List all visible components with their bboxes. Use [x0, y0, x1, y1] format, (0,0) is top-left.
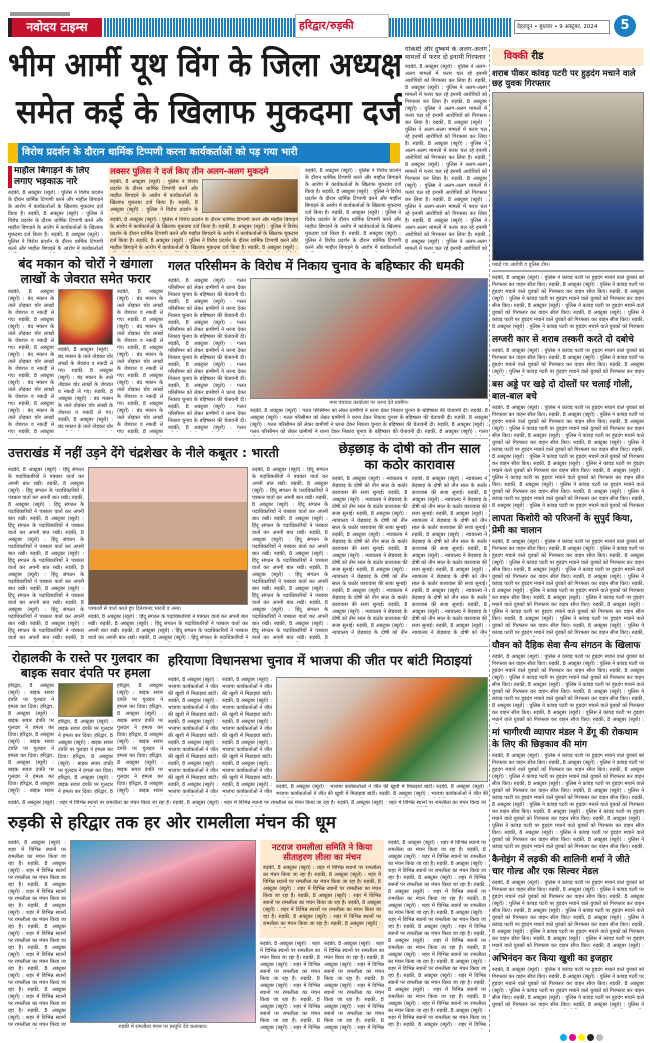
- brief-headline: यौवन को दैहिक सेवा सैन्य संगठन के खिलाफ: [492, 641, 641, 651]
- leopard-body-3: हरिद्वार, 8 अक्टूबर (ब्यूरो) : बाइक सवार दंपति पर गुलदार ने हमला कर दिया। हरिद्वार, 8 अक्टूबर (ब्यूरो) : बाइक सवार दंपति पर गुलदार ने हमला कर दिया। हरिद्वार, 8 अक्टूबर (ब्यूरो) : बाइक सवार दंपति पर गुलदार ने हमला कर दिया। हरिद्वार, 8 अक्टूबर (ब्यूरो) : बाइक सवार दंपति पर गुलदार ने हमला कर दिया। हरिद्वार, 8 अक्टूबर (ब्यूरो) : बाइक सवार: [117, 683, 163, 794]
- right-briefs: [492, 275, 644, 1030]
- column-story-body: रुड़की, 8 अक्टूबर (ब्यूरो) : पुलिस ने अलग-अलग मामलों में फरार चल रहे इनामी आरोपियों को गिरफ्तार कर लिया है। रुड़की, 8 अक्टूबर (ब्यूरो) : पुलिस ने अलग-अलग मामलों में फरार चल रहे इनामी आरोपियों को गिरफ्तार कर लिया है। रुड़की, 8 अक्टूबर (ब्यूरो) : पुलिस ने अलग-अलग मामलों में फरार चल रहे इनामी आरोपियों को गिरफ्तार कर लिया है। रुड़की, 8 अक्टूबर (ब्यूरो) : पुलिस ने अलग-अलग मामलों में फरार चल रहे इनामी आरोपियों को गिरफ्तार कर लिया है। रुड़की, 8 अक्टूबर (ब्यूरो) : पुलिस ने अलग-अलग मामलों में फरार चल रहे इनामी आरोपियों को गिरफ्तार कर लिया है। रुड़की, 8 अक्टूबर (ब्यूरो) : पुलिस ने अलग-अलग मामलों में फरार चल रहे इनामी आरोपियों को गिरफ्तार कर लिया है। रुड़की, 8 अक्टूबर (ब्यूरो) : पुलिस ने अलग-अलग मामलों में फरार चल रहे इनामी आरोपियों को गिरफ्तार कर लिया है। रुड़की, 8 अक्टूबर (ब्यूरो) : पुलिस ने अलग-अलग मामलों में फरार चल रहे इनामी आरोपियों को गिरफ्तार कर लिया है। रुड़की, 8 अक्टूबर (ब्यूरो) : पुलिस ने अलग-अलग मामलों में फरार चल रहे इनामी आरोपियों को गिरफ्तार कर लिया है। रुड़की, 8 अक्टूबर (ब्यूरो) : पुलिस ने अलग-अलग मामलों में फरार चल रहे इनामी आरोपियों को: [405, 63, 487, 252]
- molestation-body-2: रुड़की, 8 अक्टूबर (ब्यूरो) : न्यायालय ने छेड़छाड़ के दोषी को तीन साल के कठोर कारावास की सजा सुनाई। रुड़की, 8 अक्टूबर (ब्यूरो) : न्यायालय ने छेड़छाड़ के दोषी को तीन साल के कठोर कारावास की सजा सुनाई। रुड़की, 8 अक्टूबर (ब्यूरो) : न्यायालय ने छेड़छाड़ के दोषी को तीन साल के कठोर कारावास की सजा सुनाई। रुड़की, 8 अक्टूबर (ब्यूरो) : न्यायालय ने छेड़छाड़ के दोषी को तीन साल के कठोर कारावास की सजा सुनाई। रुड़की, 8 अक्टूबर (ब्यूरो) : न्यायालय ने छेड़छाड़ के दोषी को तीन साल के कठोर कारावास की सजा सुनाई। रुड़की, 8 अक्टूबर (ब्यूरो) : न्यायालय ने छेड़छाड़ के दोषी को तीन साल के कठोर कारावास की सजा सुनाई। रुड़की, 8 अक्टूबर (ब्यूरो) : न्यायालय ने छेड़छाड़ के दोषी को तीन साल के कठोर कारावास की सजा सुनाई। रुड़की, 8 अक्टूबर (ब्यूरो) : न्यायालय ने छेड़छाड़ के दोषी को तीन साल के कठोर कारावास की सजा सुनाई। रुड़की, 8 अक्टूबर (ब्यूरो) : न्यायालय ने छेड़छाड़ के दोषी को तीन: [411, 476, 487, 637]
- haryana-body: रुड़की, 8 अक्टूबर (ब्यूरो) : भाजपा कार्यकर्ताओं ने जीत की खुशी में मिठाइयां बांटी। रुड़की, 8 अक्टूबर (ब्यूरो) : भाजपा कार्यकर्ताओं ने जीत की खुशी में मिठाइयां बांटी। रुड़की, 8 अक्टूबर (ब्यूरो) : भाजपा कार्यकर्ताओं ने जीत की खुशी में मिठाइयां बांटी। रुड़की, 8 अक्टूबर (ब्यूरो) : भाजपा कार्यकर्ताओं ने जीत की खुशी में मिठाइयां बांटी। रुड़की, 8 अक्टूबर (ब्यूरो) : भाजपा कार्यकर्ताओं ने जीत की खुशी में मिठाइयां बांटी। रुड़की, 8 अक्टूबर (ब्यूरो) : भाजपा कार्यकर्ताओं ने जीत: [168, 677, 218, 795]
- bharti-block: [8, 442, 328, 642]
- column-story-headline: गोकशी और दुष्कर्म के अलग-अलग मामलों में फरार दो इनामी गिरफ्तार: [405, 46, 487, 61]
- lead-headlines: [8, 42, 402, 140]
- paper-logo: नवोदय टाइम्स: [8, 18, 102, 37]
- leopard-body: हरिद्वार, 8 अक्टूबर (ब्यूरो) : बाइक सवार दंपति पर गुलदार ने हमला कर दिया। हरिद्वार, 8 अक्टूबर (ब्यूरो) : बाइक सवार दंपति पर गुलदार ने हमला कर दिया। हरिद्वार, 8 अक्टूबर (ब्यूरो) : बाइक सवार दंपति पर गुलदार ने हमला कर दिया। हरिद्वार, 8 अक्टूबर (ब्यूरो) : बाइक सवार दंपति पर गुलदार ने हमला कर दिया। हरिद्वार, 8 अक्टूबर (ब्यूरो) : बाइक सवार: [8, 683, 54, 794]
- ramlila-headline: [8, 809, 393, 837]
- ramlila-body-2: रुड़की, 8 अक्टूबर (ब्यूरो) : शहर में विभिन्न स्थानों पर रामलीला का मंचन किया जा रहा है। रुड़की, 8 अक्टूबर (ब्यूरो) : शहर में विभिन्न स्थानों पर रामलीला का मंचन किया जा रहा है। रुड़की, 8 अक्टूबर (ब्यूरो) : शहर में विभिन्न स्थानों पर रामलीला का मंचन किया जा रहा है। रुड़की, 8 अक्टूबर (ब्यूरो) : शहर में विभिन्न स्थानों पर रामलीला का मंचन किया जा रहा है। रुड़की, 8 अक्टूबर (ब्यूरो) : शहर में विभिन्न: [260, 941, 320, 1031]
- molestation-body: रुड़की, 8 अक्टूबर (ब्यूरो) : न्यायालय ने छेड़छाड़ के दोषी को तीन साल के कठोर कारावास की सजा सुनाई। रुड़की, 8 अक्टूबर (ब्यूरो) : न्यायालय ने छेड़छाड़ के दोषी को तीन साल के कठोर कारावास की सजा सुनाई। रुड़की, 8 अक्टूबर (ब्यूरो) : न्यायालय ने छेड़छाड़ के दोषी को तीन साल के कठोर कारावास की सजा सुनाई। रुड़की, 8 अक्टूबर (ब्यूरो) : न्यायालय ने छेड़छाड़ के दोषी को तीन साल के कठोर कारावास की सजा सुनाई। रुड़की, 8 अक्टूबर (ब्यूरो) : न्यायालय ने छेड़छाड़ के दोषी को तीन साल के कठोर कारावास की सजा सुनाई। रुड़की, 8 अक्टूबर (ब्यूरो) : न्यायालय ने छेड़छाड़ के दोषी को तीन साल के कठोर कारावास की सजा सुनाई। रुड़की, 8 अक्टूबर (ब्यूरो) : न्यायालय ने छेड़छाड़ के दोषी को तीन साल के कठोर कारावास की सजा सुनाई। रुड़की, 8 अक्टूबर (ब्यूरो) : न्यायालय ने छेड़छाड़ के दोषी को तीन साल के कठोर कारावास की सजा सुनाई। रुड़की, 8 अक्टूबर (ब्यूरो) : न्यायालय ने छेड़छाड़ के दोषी को तीन: [332, 476, 408, 637]
- bharti-caption: पत्रकारों से वार्ता करते हुए दिनेशानंद भारती व अन्य।: [88, 606, 182, 612]
- haryana-headline-text: हरियाणा विधानसभा चुनाव में भाजपा की जीत पर बांटी मिठाइयां: [168, 654, 472, 669]
- bharti-body-2: रुड़की, 8 अक्टूबर (ब्यूरो) : हिंदू संगठन के पदाधिकारियों ने पत्रकार वार्ता कर अपनी बात रखी। रुड़की, 8 अक्टूबर (ब्यूरो) : हिंदू संगठन के पदाधिकारियों ने पत्रकार वार्ता कर अपनी बात रखी। रुड़की, 8 अक्टूबर (ब्यूरो) : हिंदू संगठन के पदाधिकारियों ने पत्रकार वार्ता कर अपनी बात रखी। रुड़की, 8 अक्टूबर (ब्यूरो) : हिंदू संगठन के पदाधिकारियों ने पत्रकार वार्ता कर अपनी बात रखी। रुड़की, 8 अक्टूबर (ब्यूरो) : हिंदू संगठन के पदाधिकारियों ने पत्रकार वार्ता कर अपनी बात रखी। रुड़की, 8 अक्टूबर (ब्यूरो) : हिंदू संगठन के पदाधिकारियों ने पत्रकार वार्ता कर अपनी बात रखी। रुड़की, 8 अक्टूबर (ब्यूरो) : हिंदू संगठन के पदाधिकारियों ने पत्रकार वार्ता कर अपनी बात रखी। रुड़की, 8 अक्टूबर (ब्यूरो) : हिंदू संगठन के पदाधिकारियों ने पत्रकार वार्ता कर अपनी बात रखी। रुड़की, 8 अक्टूबर (ब्यूरो) : हिंदू संगठन के पदाधिकारियों ने पत्रकार वार्ता कर अपनी बात रखी। रुड़की, 8 अक्टूबर (ब्यूरो) : हिंदू संगठन के पदाधिकारियों ने पत्रकार वार्ता कर अपनी बात रखी। रुड़की, 8: [252, 467, 328, 641]
- natraj-body: रुड़की, 8 अक्टूबर (ब्यूरो) : शहर में विभिन्न स्थानों पर रामलीला का मंचन किया जा रहा है। रुड़की, 8 अक्टूबर (ब्यूरो) : शहर में विभिन्न स्थानों पर रामलीला का मंचन किया जा रहा है। रुड़की, 8 अक्टूबर (ब्यूरो) : शहर में विभिन्न स्थानों पर रामलीला का मंचन किया जा रहा है। रुड़की, 8 अक्टूबर (ब्यूरो) : शहर में विभिन्न स्थानों पर रामलीला का मंचन किया जा रहा है। रुड़की, 8 अक्टूबर (ब्यूरो) : शहर में विभिन्न स्थानों पर रामलीला का मंचन किया जा रहा है। रुड़की, 8 अक्टूबर (ब्यूरो) : शहर में विभिन्न स्थानों पर रामलीला का मंचन किया जा रहा है। रुड़की, 8 अक्टूबर (ब्यूरो) :: [263, 865, 381, 928]
- delimitation-headline: [168, 256, 488, 276]
- registration-dot: [569, 1034, 576, 1041]
- press-conference-photo: [88, 467, 248, 605]
- gavel-photo: [202, 179, 298, 213]
- natraj-headline: नटराज रामलीला समिति ने किया सीताहरण लीला का मंचन: [271, 843, 373, 864]
- delimitation-body: रुड़की, 8 अक्टूबर (ब्यूरो) : गलत परिसीमन को लेकर ग्रामीणों ने धरना देकर निकाय चुनाव के बहिष्कार की चेतावनी दी। रुड़की, 8 अक्टूबर (ब्यूरो) : गलत परिसीमन को लेकर ग्रामीणों ने धरना देकर निकाय चुनाव के बहिष्कार की चेतावनी दी। रुड़की, 8 अक्टूबर (ब्यूरो) : गलत परिसीमन को लेकर ग्रामीणों ने धरना देकर निकाय चुनाव के बहिष्कार की चेतावनी दी। रुड़की, 8 अक्टूबर (ब्यूरो) : गलत परिसीमन को लेकर ग्रामीणों ने धरना देकर निकाय चुनाव के बहिष्कार की चेतावनी दी। रुड़की, 8 अक्टूबर (ब्यूरो) : गलत परिसीमन को लेकर ग्रामीणों ने धरना देकर निकाय चुनाव के बहिष्कार की चेतावनी दी। रुड़की, 8 अक्टूबर (ब्यूरो) : गलत परिसीमन को लेकर ग्रामीणों ने धरना देकर निकाय चुनाव के बहिष्कार की चेतावनी दी। रुड़की, 8 अक्टूबर (ब्यूरो) : गलत परिसीमन को लेकर ग्रामीणों ने धरना देकर निकाय चुनाव के बहिष्कार की चेतावनी दी। रुड़की, 8 अक्टूबर (ब्यूरो) : गलत: [168, 278, 246, 431]
- brief-headline: मां भागीरथी व्यापार मंडल ने डेंगू की रोकथाम के लिए की छिड़काव की मांग: [492, 728, 639, 750]
- protest-photo: [250, 278, 488, 399]
- haryana-headline: [168, 650, 488, 674]
- lead-side-block: [8, 166, 103, 254]
- haryana-block: [168, 650, 488, 798]
- dateline-text: देहरादून • बुधवार • 9 अक्टूबर, 2024: [517, 24, 598, 30]
- lead-headline-2-text: समेत कई के खिलाफ मुकदमा दर्ज: [16, 92, 402, 131]
- theft-block: [8, 256, 163, 436]
- ramlila-body-3: रुड़की, 8 अक्टूबर (ब्यूरो) : शहर में विभिन्न स्थानों पर रामलीला का मंचन किया जा रहा है। रुड़की, 8 अक्टूबर (ब्यूरो) : शहर में विभिन्न स्थानों पर रामलीला का मंचन किया जा रहा है। रुड़की, 8 अक्टूबर (ब्यूरो) : शहर में विभिन्न स्थानों पर रामलीला का मंचन किया जा रहा है। रुड़की, 8 अक्टूबर (ब्यूरो) : शहर में विभिन्न स्थानों पर रामलीला का मंचन किया जा रहा है। रुड़की, 8 अक्टूबर (ब्यूरो) : शहर में विभिन्न स्थानों पर रामलीला का मंचन किया जा रहा है। रुड़की, 8 अक्टूबर (ब्यूरो) : शहर में विभिन्न स्थानों पर रामलीला का मंचन किया जा रहा है। रुड़की, 8 अक्टूबर (ब्यूरो) : शहर में विभिन्न स्थानों पर रामलीला का मंचन किया जा रहा है। रुड़की, 8 अक्टूबर (ब्यूरो) : शहर में विभिन्न स्थानों पर रामलीला का मंचन किया जा रहा है। रुड़की, 8 अक्टूबर (ब्यूरो) : शहर में विभिन्न स्थानों पर रामलीला का मंचन किया जा रहा है। रुड़की, 8 अक्टूबर (ब्यूरो) : शहर में विभिन्न स्थानों पर रामलीला का मंचन किया जा रहा है। रुड़की, 8 अक्टूबर (ब्यूरो) : शहर में विभिन्न स्थानों पर रामलीला का मंचन किया जा रहा है। रुड़की, 8 अक्टूबर (ब्यूरो) : शहर में विभिन्न स्थानों पर रामलीला का मंचन किया जा रहा है। रुड़की, 8 अक्टूबर (ब्यूरो) : शहर में विभिन्न स्थानों पर रामलीला का मंचन किया जा रहा है। रुड़की, 8 अक्टूबर (ब्यूरो) : शहर में विभिन्न स्थानों पर रामलीला का मंचन किया जा रहा है। रुड़की, 8 अक्टूबर (ब्यूरो) : शहर में विभिन्न स्थानों पर रामलीला का मंचन किया जा रहा है। रुड़की, 8 अक्टूबर (ब्यूरो) : शहर में विभिन्न: [388, 840, 486, 1028]
- theft-body-1: रुड़की, 8 अक्टूबर (ब्यूरो) : बंद मकान के ताले तोड़कर चोर लाखों के जेवरात व नकदी ले गए। रुड़की, 8 अक्टूबर (ब्यूरो) : बंद मकान के ताले तोड़कर चोर लाखों के जेवरात व नकदी ले गए। रुड़की, 8 अक्टूबर (ब्यूरो) : बंद मकान के ताले तोड़कर चोर लाखों के जेवरात व नकदी ले गए। रुड़की, 8 अक्टूबर (ब्यूरो) : बंद मकान के ताले तोड़कर चोर लाखों के जेवरात व नकदी ले गए। रुड़की, 8 अक्टूबर (ब्यूरो) : बंद मकान के ताले तोड़कर चोर लाखों के जेवरात व नकदी ले गए। रुड़की, 8 अक्टूबर: [8, 289, 54, 435]
- tag-part-2: रीड: [531, 51, 544, 62]
- ramlila-body-4: रुड़की, 8 अक्टूबर (ब्यूरो) : शहर में विभिन्न स्थानों पर रामलीला का मंचन किया जा रहा है। रुड़की, 8 अक्टूबर (ब्यूरो) : शहर में विभिन्न स्थानों पर रामलीला का मंचन किया जा रहा है। रुड़की, 8 अक्टूबर (ब्यूरो) : शहर में विभिन्न स्थानों पर रामलीला का मंचन किया जा रहा है। रुड़की, 8 अक्टूबर (ब्यूरो) : शहर में विभिन्न स्थानों पर रामलीला का मंचन किया जा रहा है। रुड़की, 8 अक्टूबर (ब्यूरो) : शहर में विभिन्न: [324, 941, 384, 1031]
- brief-headline: लापता किशोरी को परिजनों के सुपुर्द किया, प्रेमी का चालान: [492, 514, 633, 536]
- brief-headline: अभिनंदन कर किया खुशी का इजहार: [492, 954, 613, 964]
- tag-part-1: विक्की: [504, 51, 528, 62]
- ramlila-stage-photo: [70, 840, 256, 1023]
- haryana-body-2: रुड़की, 8 अक्टूबर (ब्यूरो) : भाजपा कार्यकर्ताओं ने जीत की खुशी में मिठाइयां बांटी। रुड़की, 8 अक्टूबर (ब्यूरो) : भाजपा कार्यकर्ताओं ने जीत की खुशी में मिठाइयां बांटी। रुड़की, 8 अक्टूबर (ब्यूरो) : भाजपा कार्यकर्ताओं ने जीत की: [276, 784, 488, 797]
- registration-dot: [560, 1034, 567, 1041]
- section-divider-2: [8, 646, 488, 647]
- edition-tag: [295, 14, 389, 38]
- delimitation-headline-text: गलत परिसीमन के विरोध में निकाय चुनाव के बहिष्कार की धमकी: [168, 258, 464, 273]
- brief-body: रुड़की, 8 अक्टूबर (ब्यूरो) : पुलिस ने कांवड़ पटरी पर हुड़दंग मचाने वाले युवकों को गिरफ्तार कर वाहन सीज किए। रुड़की, 8 अक्टूबर (ब्यूरो) : पुलिस ने कांवड़ पटरी पर हुड़दंग मचाने वाले युवकों को गिरफ्तार कर वाहन सीज किए। रुड़की, 8 अक्टूबर (ब्यूरो) : पुलिस ने कांवड़ पटरी पर हुड़दंग मचाने वाले युवकों को गिरफ्तार कर वाहन सीज किए। रुड़की, 8 अक्टूबर (ब्यूरो) : पुलिस ने कांवड़ पटरी पर हुड़दंग मचाने वाले युवकों को गिरफ्तार कर वाहन सीज किए। रुड़की, 8 अक्टूबर (ब्यूरो) : पुलिस ने कांवड़ पटरी पर हुड़दंग मचाने वाले युवकों को गिरफ्तार कर वाहन सीज किए। रुड़की, 8 अक्टूबर (ब्यूरो) : पुलिस ने कांवड़ पटरी पर हुड़दंग मचाने वाले युवकों को गिरफ्तार कर वाहन सीज किए। रुड़की, 8 अक्टूबर (ब्यूरो) : पुलिस ने कांवड़ पटरी पर हुड़दंग मचाने वाले युवकों को गिरफ्तार कर वाहन सीज किए। रुड़की, 8 अक्टूबर (ब्यूरो) : पुलिस ने कांवड़ पटरी पर हुड़दंग मचाने वाले युवकों को गिरफ्तार कर वाहन सीज किए। रुड़की, 8 अक्टूबर (ब्यूरो) : पुलिस ने कांवड़ पटरी पर हुड़दंग मचाने वाले युवकों को गिरफ्तार कर वाहन सीज किए। रुड़की, 8 अक्टूबर (ब्यूरो) : पुलिस ने कांवड़ पटरी पर हुड़दंग मचाने वाले युवकों को गिरफ्तार कर वाहन सीज किए। रुड़की,: [492, 539, 644, 636]
- brief-body: रुड़की, 8 अक्टूबर (ब्यूरो) : पुलिस ने कांवड़ पटरी पर हुड़दंग मचाने वाले युवकों को गिरफ्तार कर वाहन सीज किए। रुड़की, 8 अक्टूबर (ब्यूरो) : पुलिस ने कांवड़ पटरी पर हुड़दंग मचाने वाले युवकों को गिरफ्तार कर वाहन सीज किए। रुड़की, 8 अक्टूबर (ब्यूरो) : पुलिस ने कांवड़ पटरी पर हुड़दंग मचाने वाले युवकों को गिरफ्तार कर वाहन: [492, 348, 644, 375]
- leopard-block: [8, 650, 163, 798]
- right-column-divider: [489, 44, 490, 1032]
- delimitation-body-2: रुड़की, 8 अक्टूबर (ब्यूरो) : गलत परिसीमन को लेकर ग्रामीणों ने धरना देकर निकाय चुनाव के बहिष्कार की चेतावनी दी। रुड़की, 8 अक्टूबर (ब्यूरो) : गलत परिसीमन को लेकर ग्रामीणों ने धरना देकर निकाय चुनाव के बहिष्कार की चेतावनी दी। रुड़की, 8 अक्टूबर (ब्यूरो) : गलत परिसीमन को लेकर ग्रामीणों ने धरना देकर निकाय चुनाव के बहिष्कार की चेतावनी दी। रुड़की, 8 अक्टूबर (ब्यूरो) : गलत परिसीमन को लेकर ग्रामीणों ने धरना देकर निकाय चुनाव के बहिष्कार की चेतावनी दी। रुड़की, 8 अक्टूबर (ब्यूरो) : गलत: [250, 408, 488, 435]
- right-photo-caption: पकड़े गए आरोपी व पुलिस टीम।: [492, 262, 550, 268]
- ramlila-caption: रुड़की में रामलीला मंचन पर प्रस्तुति देते कलाकार।: [118, 1024, 208, 1030]
- molestation-headline: छेड़छाड़ के दोषी को तीन साल का कठोर कारावास: [338, 442, 481, 473]
- natraj-box: [260, 840, 384, 938]
- arrested-youths-photo: [492, 92, 644, 261]
- theft-body-2: रुड़की, 8 अक्टूबर (ब्यूरो) : बंद मकान के ताले तोड़कर चोर लाखों के जेवरात व नकदी ले गए। रुड़की, 8 अक्टूबर (ब्यूरो) : बंद मकान के ताले तोड़कर चोर लाखों के जेवरात व नकदी ले गए। रुड़की, 8 अक्टूबर (ब्यूरो) : बंद मकान के ताले तोड़कर चोर लाखों के जेवरात व नकदी ले गए। रुड़की, 8 अक्टूबर (ब्यूरो) : बंद मकान के ताले तोड़कर चोर: [58, 347, 113, 430]
- column-story: [405, 46, 487, 254]
- haryana-body-3: रुड़की, 8 अक्टूबर (ब्यूरो) : भाजपा कार्यकर्ताओं ने जीत की खुशी में मिठाइयां बांटी। रुड़की, 8 अक्टूबर (ब्यूरो) : भाजपा कार्यकर्ताओं ने जीत की खुशी में मिठाइयां बांटी। रुड़की, 8 अक्टूबर (ब्यूरो) : भाजपा कार्यकर्ताओं ने जीत की खुशी में मिठाइयां बांटी। रुड़की, 8 अक्टूबर (ब्यूरो) : भाजपा कार्यकर्ताओं ने जीत की खुशी में मिठाइयां बांटी। रुड़की, 8 अक्टूबर (ब्यूरो) : भाजपा कार्यकर्ताओं ने जीत की खुशी में मिठाइयां बांटी। रुड़की, 8 अक्टूबर (ब्यूरो) : भाजपा कार्यकर्ताओं ने जीत: [222, 677, 272, 795]
- lead-box-body-wide: रुड़की, 8 अक्टूबर (ब्यूरो) : पुलिस ने विरोध प्रदर्शन के दौरान धार्मिक टिप्पणी करने और माहौल बिगाड़ने के आरोप में कार्यकर्ताओं के खिलाफ मुकदमा दर्ज किया है। रुड़की, 8 अक्टूबर (ब्यूरो) : पुलिस ने विरोध प्रदर्शन के दौरान धार्मिक टिप्पणी करने और माहौल बिगाड़ने के आरोप में कार्यकर्ताओं के खिलाफ मुकदमा दर्ज किया है। रुड़की, 8 अक्टूबर (ब्यूरो) : पुलिस ने विरोध प्रदर्शन के दौरान धार्मिक टिप्पणी करने और माहौल बिगाड़ने के आरोप में कार्यकर्ताओं के खिलाफ मुकदमा दर्ज किया है। रुड़की, 8 अक्टूबर (ब्यूरो) :: [110, 217, 298, 252]
- right-top-block: [492, 48, 644, 272]
- celebration-photo: [276, 677, 488, 782]
- molestation-block: [332, 442, 487, 642]
- leopard-headline: रोहालकी के रास्ते पर गुलदार का बाइक सवार दंपति पर हमला: [12, 650, 159, 680]
- ramlila-top-strip-block: [8, 800, 486, 807]
- page-number: 5: [614, 15, 636, 37]
- lead-subhead-text: विरोध प्रदर्शन के दौरान धार्मिक टिप्पणी करना कार्यकर्ताओं को पड़ गया भारी: [22, 147, 298, 158]
- ramlila-top-strip: रुड़की, 8 अक्टूबर (ब्यूरो) : शहर में विभिन्न स्थानों पर रामलीला का मंचन किया जा रहा है। रुड़की, 8 अक्टूबर (ब्यूरो) : शहर में विभिन्न स्थानों पर रामलीला का मंचन किया जा रहा है। रुड़की, 8 अक्टूबर (ब्यूरो) : शहर में विभिन्न स्थानों पर रामलीला का मंचन किया जा: [8, 800, 486, 806]
- registration-dot: [578, 1034, 585, 1041]
- bharti-body-1: रुड़की, 8 अक्टूबर (ब्यूरो) : हिंदू संगठन के पदाधिकारियों ने पत्रकार वार्ता कर अपनी बात रखी। रुड़की, 8 अक्टूबर (ब्यूरो) : हिंदू संगठन के पदाधिकारियों ने पत्रकार वार्ता कर अपनी बात रखी। रुड़की, 8 अक्टूबर (ब्यूरो) : हिंदू संगठन के पदाधिकारियों ने पत्रकार वार्ता कर अपनी बात रखी। रुड़की, 8 अक्टूबर (ब्यूरो) : हिंदू संगठन के पदाधिकारियों ने पत्रकार वार्ता कर अपनी बात रखी। रुड़की, 8 अक्टूबर (ब्यूरो) : हिंदू संगठन के पदाधिकारियों ने पत्रकार वार्ता कर अपनी बात रखी। रुड़की, 8 अक्टूबर (ब्यूरो) : हिंदू संगठन के पदाधिकारियों ने पत्रकार वार्ता कर अपनी बात रखी। रुड़की, 8 अक्टूबर (ब्यूरो) : हिंदू संगठन के पदाधिकारियों ने पत्रकार वार्ता कर अपनी बात रखी। रुड़की, 8 अक्टूबर (ब्यूरो) : हिंदू संगठन के पदाधिकारियों ने पत्रकार वार्ता कर अपनी बात रखी। रुड़की, 8 अक्टूबर (ब्यूरो) : हिंदू संगठन के पदाधिकारियों ने पत्रकार वार्ता कर अपनी बात रखी। रुड़की, 8 अक्टूबर (ब्यूरो) : हिंदू संगठन के पदाधिकारियों ने पत्रकार वार्ता कर अपनी बात रखी। रुड़की, 8: [8, 467, 84, 641]
- brief-headline: बस अड्डे पर खड़े दो दोस्तों पर चलाई गोली, बाल-बाल बचे: [492, 380, 633, 402]
- lead-headline-2: [8, 89, 402, 136]
- ramlila-block: [8, 840, 486, 1032]
- right-body: रुड़की, 8 अक्टूबर (ब्यूरो) : पुलिस ने कांवड़ पटरी पर हुड़दंग मचाने वाले युवकों को गिरफ्तार कर वाहन सीज किए। रुड़की, 8 अक्टूबर (ब्यूरो) : पुलिस ने कांवड़ पटरी पर हुड़दंग मचाने वाले युवकों को गिरफ्तार कर वाहन सीज किए। रुड़की, 8 अक्टूबर (ब्यूरो) : पुलिस ने कांवड़ पटरी पर हुड़दंग मचाने वाले युवकों को गिरफ्तार कर वाहन सीज किए। रुड़की, 8 अक्टूबर (ब्यूरो) : पुलिस ने कांवड़ पटरी पर हुड़दंग मचाने वाले युवकों को गिरफ्तार कर वाहन सीज किए। रुड़की, 8 अक्टूबर (ब्यूरो) : पुलिस ने कांवड़ पटरी पर हुड़दंग मचाने वाले युवकों को गिरफ्तार कर वाहन सीज किए। रुड़की, 8 अक्टूबर (ब्यूरो) : पुलिस ने कांवड़ पटरी पर हुड़दंग मचाने वाले युवकों को गिरफ्तार: [492, 275, 644, 330]
- brief-body: रुड़की, 8 अक्टूबर (ब्यूरो) : पुलिस ने कांवड़ पटरी पर हुड़दंग मचाने वाले युवकों को गिरफ्तार कर वाहन सीज किए। रुड़की, 8 अक्टूबर (ब्यूरो) : पुलिस ने कांवड़ पटरी पर हुड़दंग मचाने वाले युवकों को गिरफ्तार कर वाहन सीज किए। रुड़की, 8 अक्टूबर (ब्यूरो) : पुलिस ने कांवड़ पटरी पर हुड़दंग मचाने वाले युवकों को गिरफ्तार कर वाहन सीज किए। रुड़की, 8 अक्टूबर (ब्यूरो) : पुलिस ने कांवड़ पटरी पर हुड़दंग मचाने वाले युवकों को गिरफ्तार कर वाहन सीज किए। रुड़की, 8 अक्टूबर (ब्यूरो) : पुलिस ने कांवड़ पटरी पर हुड़दंग मचाने वाले युवकों को गिरफ्तार कर वाहन सीज किए। रुड़की, 8 अक्टूबर (ब्यूरो) : पुलिस ने कांवड़ पटरी पर हुड़दंग मचाने वाले युवकों को गिरफ्तार कर वाहन सीज किए। रुड़की, 8 अक्टूबर (ब्यूरो) : पुलिस ने कांवड़ पटरी पर हुड़दंग मचाने वाले युवकों को गिरफ्तार कर वाहन सीज किए। रुड़की, 8 अक्टूबर (ब्यूरो) :: [492, 654, 644, 723]
- lead-body-left: रुड़की, 8 अक्टूबर (ब्यूरो) : पुलिस ने विरोध प्रदर्शन के दौरान धार्मिक टिप्पणी करने और माहौल बिगाड़ने के आरोप में कार्यकर्ताओं के खिलाफ मुकदमा दर्ज किया है। रुड़की, 8 अक्टूबर (ब्यूरो) : पुलिस ने विरोध प्रदर्शन के दौरान धार्मिक टिप्पणी करने और माहौल बिगाड़ने के आरोप में कार्यकर्ताओं के खिलाफ मुकदमा दर्ज किया है। रुड़की, 8 अक्टूबर (ब्यूरो) : पुलिस ने विरोध प्रदर्शन के दौरान धार्मिक टिप्पणी करने और माहौल बिगाड़ने के आरोप में कार्यकर्ताओं: [8, 189, 103, 252]
- bharti-headline-text: उत्तराखंड में नहीं उड़ने देंगे चंद्रशेखर के नीले कबूतर : भारती: [8, 445, 279, 460]
- brief-body: रुड़की, 8 अक्टूबर (ब्यूरो) : पुलिस ने कांवड़ पटरी पर हुड़दंग मचाने वाले युवकों को गिरफ्तार कर वाहन सीज किए। रुड़की, 8 अक्टूबर (ब्यूरो) : पुलिस ने कांवड़ पटरी पर हुड़दंग मचाने वाले युवकों को गिरफ्तार कर वाहन सीज किए। रुड़की, 8 अक्टूबर (ब्यूरो) : पुलिस ने कांवड़ पटरी पर हुड़दंग मचाने वाले युवकों को गिरफ्तार कर वाहन सीज किए। रुड़की, 8 अक्टूबर (ब्यूरो) : पुलिस ने कांवड़ पटरी पर हुड़दंग मचाने वाले युवकों को गिरफ्तार कर वाहन सीज किए। रुड़की, 8 अक्टूबर (ब्यूरो) : पुलिस ने कांवड़ पटरी पर हुड़दंग मचाने वाले युवकों को गिरफ्तार कर वाहन सीज किए। रुड़की, 8 अक्टूबर (ब्यूरो) : पुलिस ने कांवड़ पटरी पर हुड़दंग मचाने वाले युवकों को गिरफ्तार कर वाहन सीज किए। रुड़की, 8 अक्टूबर (ब्यूरो) : पुलिस ने कांवड़ पटरी पर हुड़दंग मचाने वाले युवकों को गिरफ्तार कर वाहन सीज किए। रुड़की, 8 अक्टूबर (ब्यूरो) : पुलिस ने कांवड़ पटरी पर हुड़दंग मचाने वाले युवकों को गिरफ्तार कर वाहन सीज किए। रुड़की, 8 अक्टूबर (ब्यूरो) : पुलिस ने कांवड़ पटरी पर हुड़दंग मचाने वाले युवकों को गिरफ्तार कर वाहन सीज किए। रुड़की, 8 अक्टूबर (ब्यूरो) : पुलिस ने कांवड़ पटरी पर हुड़दंग मचाने वाले युवकों को गिरफ्तार कर वाहन सीज किए। रुड़की,: [492, 753, 644, 850]
- registration-marks: [560, 1034, 603, 1041]
- lead-right-block: [305, 168, 401, 254]
- dateline: [514, 20, 610, 34]
- delimitation-block: [168, 256, 488, 436]
- leopard-body-2: हरिद्वार, 8 अक्टूबर (ब्यूरो) : बाइक सवार दंपति पर गुलदार ने हमला कर दिया। हरिद्वार, 8 अक्टूबर (ब्यूरो) : बाइक सवार दंपति पर गुलदार ने हमला कर दिया। हरिद्वार, 8 अक्टूबर (ब्यूरो) : बाइक सवार दंपति पर गुलदार ने हमला कर दिया। हरिद्वार, 8 अक्टूबर (ब्यूरो) : बाइक सवार दंपति पर गुलदार ने हमला कर दिया। हरिद्वार, 8: [58, 719, 113, 795]
- bharti-headline: [8, 442, 328, 464]
- lead-headline-1: [8, 42, 402, 89]
- brief-headline: लग्जरी कार से शराब तस्करी करते दो दबोचे: [492, 335, 634, 345]
- thief-cartoon: [58, 289, 113, 345]
- registration-dot: [596, 1034, 603, 1041]
- lead-subhead-bar: [8, 143, 400, 163]
- vicky-read-tag-text: [504, 48, 543, 66]
- section-divider-1: [8, 438, 488, 439]
- theft-body-3: रुड़की, 8 अक्टूबर (ब्यूरो) : बंद मकान के ताले तोड़कर चोर लाखों के जेवरात व नकदी ले गए। रुड़की, 8 अक्टूबर (ब्यूरो) : बंद मकान के ताले तोड़कर चोर लाखों के जेवरात व नकदी ले गए। रुड़की, 8 अक्टूबर (ब्यूरो) : बंद मकान के ताले तोड़कर चोर लाखों के जेवरात व नकदी ले गए। रुड़की, 8 अक्टूबर (ब्यूरो) : बंद मकान के ताले तोड़कर चोर लाखों के जेवरात व नकदी ले गए। रुड़की, 8 अक्टूबर (ब्यूरो) : बंद मकान के ताले तोड़कर चोर लाखों के जेवरात व नकदी ले गए। रुड़की, 8 अक्टूबर: [117, 289, 163, 435]
- lead-box: [108, 166, 300, 256]
- brief-body: रुड़की, 8 अक्टूबर (ब्यूरो) : पुलिस ने कांवड़ पटरी पर हुड़दंग मचाने वाले युवकों को गिरफ्तार कर वाहन सीज किए। रुड़की, 8 अक्टूबर (ब्यूरो) : पुलिस ने कांवड़ पटरी पर हुड़दंग मचाने वाले युवकों को गिरफ्तार कर वाहन सीज किए। रुड़की, 8 अक्टूबर (ब्यूरो) : पुलिस ने कांवड़ पटरी पर हुड़दंग मचाने वाले युवकों को गिरफ्तार कर वाहन सीज किए। रुड़की, 8 अक्टूबर (ब्यूरो) : पुलिस ने कांवड़ पटरी पर हुड़दंग मचाने वाले युवकों को गिरफ्तार कर वाहन सीज किए। रुड़की, 8 अक्टूबर (ब्यूरो) : पुलिस ने: [492, 967, 644, 1008]
- lead-side-headline: माहौल बिगाड़ने के लिए लगाए भड़काऊ नारे: [8, 166, 103, 188]
- right-divider: [492, 270, 644, 272]
- lead-box-headline: लक्सर पुलिस ने दर्ज किए तीन अलग-अलग मुकदमे: [110, 167, 269, 177]
- edition-tag-text: हरिद्वार/रुड़की: [299, 19, 354, 32]
- registration-dot: [587, 1034, 594, 1041]
- lead-body-right: रुड़की, 8 अक्टूबर (ब्यूरो) : पुलिस ने विरोध प्रदर्शन के दौरान धार्मिक टिप्पणी करने और माहौल बिगाड़ने के आरोप में कार्यकर्ताओं के खिलाफ मुकदमा दर्ज किया है। रुड़की, 8 अक्टूबर (ब्यूरो) : पुलिस ने विरोध प्रदर्शन के दौरान धार्मिक टिप्पणी करने और माहौल बिगाड़ने के आरोप में कार्यकर्ताओं के खिलाफ मुकदमा दर्ज किया है। रुड़की, 8 अक्टूबर (ब्यूरो) : पुलिस ने विरोध प्रदर्शन के दौरान धार्मिक टिप्पणी करने और माहौल बिगाड़ने के आरोप में कार्यकर्ताओं के खिलाफ मुकदमा दर्ज किया है। रुड़की, 8 अक्टूबर (ब्यूरो) : पुलिस ने विरोध प्रदर्शन के दौरान धार्मिक टिप्पणी करने और माहौल बिगाड़ने के आरोप में कार्यकर्ताओं: [305, 168, 401, 251]
- ramlila-body-1: रुड़की, 8 अक्टूबर (ब्यूरो) : शहर में विभिन्न स्थानों पर रामलीला का मंचन किया जा रहा है। रुड़की, 8 अक्टूबर (ब्यूरो) : शहर में विभिन्न स्थानों पर रामलीला का मंचन किया जा रहा है। रुड़की, 8 अक्टूबर (ब्यूरो) : शहर में विभिन्न स्थानों पर रामलीला का मंचन किया जा रहा है। रुड़की, 8 अक्टूबर (ब्यूरो) : शहर में विभिन्न स्थानों पर रामलीला का मंचन किया जा रहा है। रुड़की, 8 अक्टूबर (ब्यूरो) : शहर में विभिन्न स्थानों पर रामलीला का मंचन किया जा रहा है। रुड़की, 8 अक्टूबर (ब्यूरो) : शहर में विभिन्न स्थानों पर रामलीला का मंचन किया जा रहा है। रुड़की, 8 अक्टूबर (ब्यूरो) : शहर में विभिन्न स्थानों पर रामलीला का मंचन किया जा रहा है। रुड़की, 8 अक्टूबर (ब्यूरो) : शहर में विभिन्न स्थानों पर रामलीला का मंचन किया जा रहा है। रुड़की, 8 अक्टूबर (ब्यूरो) : शहर में विभिन्न स्थानों पर रामलीला का मंचन किया जा: [8, 840, 66, 1028]
- brief-headline: कैनोइंग में लड़की की शालिनी शर्मा ने जीते चार गोल्ड और एक सिल्वर मेडल: [492, 855, 630, 877]
- masthead-small: [10, 12, 70, 16]
- brief-body: रुड़की, 8 अक्टूबर (ब्यूरो) : पुलिस ने कांवड़ पटरी पर हुड़दंग मचाने वाले युवकों को गिरफ्तार कर वाहन सीज किए। रुड़की, 8 अक्टूबर (ब्यूरो) : पुलिस ने कांवड़ पटरी पर हुड़दंग मचाने वाले युवकों को गिरफ्तार कर वाहन सीज किए। रुड़की, 8 अक्टूबर (ब्यूरो) : पुलिस ने कांवड़ पटरी पर हुड़दंग मचाने वाले युवकों को गिरफ्तार कर वाहन सीज किए। रुड़की, 8 अक्टूबर (ब्यूरो) : पुलिस ने कांवड़ पटरी पर हुड़दंग मचाने वाले युवकों को गिरफ्तार कर वाहन सीज किए। रुड़की, 8 अक्टूबर (ब्यूरो) : पुलिस ने कांवड़ पटरी पर हुड़दंग मचाने वाले युवकों को गिरफ्तार कर वाहन सीज किए। रुड़की, 8 अक्टूबर (ब्यूरो) : पुलिस ने कांवड़ पटरी पर हुड़दंग मचाने वाले युवकों को गिरफ्तार कर वाहन सीज किए। रुड़की, 8 अक्टूबर (ब्यूरो) : पुलिस ने कांवड़ पटरी पर हुड़दंग मचाने वाले युवकों को गिरफ्तार कर वाहन सीज किए। रुड़की, 8 अक्टूबर (ब्यूरो) :: [492, 880, 644, 949]
- theft-headline: बंद मकान को चोरों ने खंगाला लाखों के जेवरात समेत फरार: [18, 256, 153, 286]
- protest-caption: नगर पंचायत कार्यालय पर धरना देते ग्रामीण।: [329, 400, 409, 406]
- right-headline: शराब पीकर कांवड़ पटरी पर हुड़दंग मचाने वाले छह युवक गिरफ्तार: [492, 69, 636, 90]
- brief-body: रुड़की, 8 अक्टूबर (ब्यूरो) : पुलिस ने कांवड़ पटरी पर हुड़दंग मचाने वाले युवकों को गिरफ्तार कर वाहन सीज किए। रुड़की, 8 अक्टूबर (ब्यूरो) : पुलिस ने कांवड़ पटरी पर हुड़दंग मचाने वाले युवकों को गिरफ्तार कर वाहन सीज किए। रुड़की, 8 अक्टूबर (ब्यूरो) : पुलिस ने कांवड़ पटरी पर हुड़दंग मचाने वाले युवकों को गिरफ्तार कर वाहन सीज किए। रुड़की, 8 अक्टूबर (ब्यूरो) : पुलिस ने कांवड़ पटरी पर हुड़दंग मचाने वाले युवकों को गिरफ्तार कर वाहन सीज किए। रुड़की, 8 अक्टूबर (ब्यूरो) : पुलिस ने कांवड़ पटरी पर हुड़दंग मचाने वाले युवकों को गिरफ्तार कर वाहन सीज किए। रुड़की, 8 अक्टूबर (ब्यूरो) : पुलिस ने कांवड़ पटरी पर हुड़दंग मचाने वाले युवकों को गिरफ्तार कर वाहन सीज किए। रुड़की, 8 अक्टूबर (ब्यूरो) : पुलिस ने कांवड़ पटरी पर हुड़दंग मचाने वाले युवकों को गिरफ्तार कर वाहन सीज किए। रुड़की, 8 अक्टूबर (ब्यूरो) : पुलिस ने कांवड़ पटरी पर हुड़दंग मचाने वाले युवकों को गिरफ्तार कर वाहन सीज किए। रुड़की, 8 अक्टूबर (ब्यूरो) : पुलिस ने कांवड़ पटरी पर हुड़दंग मचाने वाले युवकों को गिरफ्तार कर वाहन सीज किए। रुड़की, 8 अक्टूबर (ब्यूरो) : पुलिस ने कांवड़ पटरी पर हुड़दंग मचाने वाले युवकों को गिरफ्तार कर वाहन सीज किए। रुड़की, 8 अक्टूबर (ब्यूरो) : पुलिस ने कांवड़ पटरी पर हुड़दंग मचाने वाले युवकों को गिरफ्तार: [492, 405, 644, 509]
- bharti-body-3: रुड़की, 8 अक्टूबर (ब्यूरो) : हिंदू संगठन के पदाधिकारियों ने पत्रकार वार्ता कर अपनी बात रखी। रुड़की, 8 अक्टूबर (ब्यूरो) : हिंदू संगठन के पदाधिकारियों ने पत्रकार वार्ता कर अपनी बात रखी। रुड़की, 8 अक्टूबर (ब्यूरो) : हिंदू संगठन के पदाधिकारियों ने पत्रकार वार्ता कर अपनी बात रखी। रुड़की, 8 अक्टूबर (ब्यूरो) : हिंदू संगठन के पदाधिकारियों ने: [88, 614, 248, 641]
- ramlila-headline-text: रुड़की से हरिद्वार तक हर ओर रामलीला मंचन की धूम: [8, 813, 336, 833]
- leopard-photo: [58, 683, 113, 717]
- lead-headline-1-text: भीम आर्मी यूथ विंग के जिला अध्यक्ष: [8, 45, 402, 84]
- lead-box-body: रुड़की, 8 अक्टूबर (ब्यूरो) : पुलिस ने विरोध प्रदर्शन के दौरान धार्मिक टिप्पणी करने और माहौल बिगाड़ने के आरोप में कार्यकर्ताओं के खिलाफ मुकदमा दर्ज किया है। रुड़की, 8 अक्टूबर (ब्यूरो) : पुलिस ने विरोध प्रदर्शन के: [110, 179, 198, 214]
- vicky-read-tag: [492, 48, 644, 66]
